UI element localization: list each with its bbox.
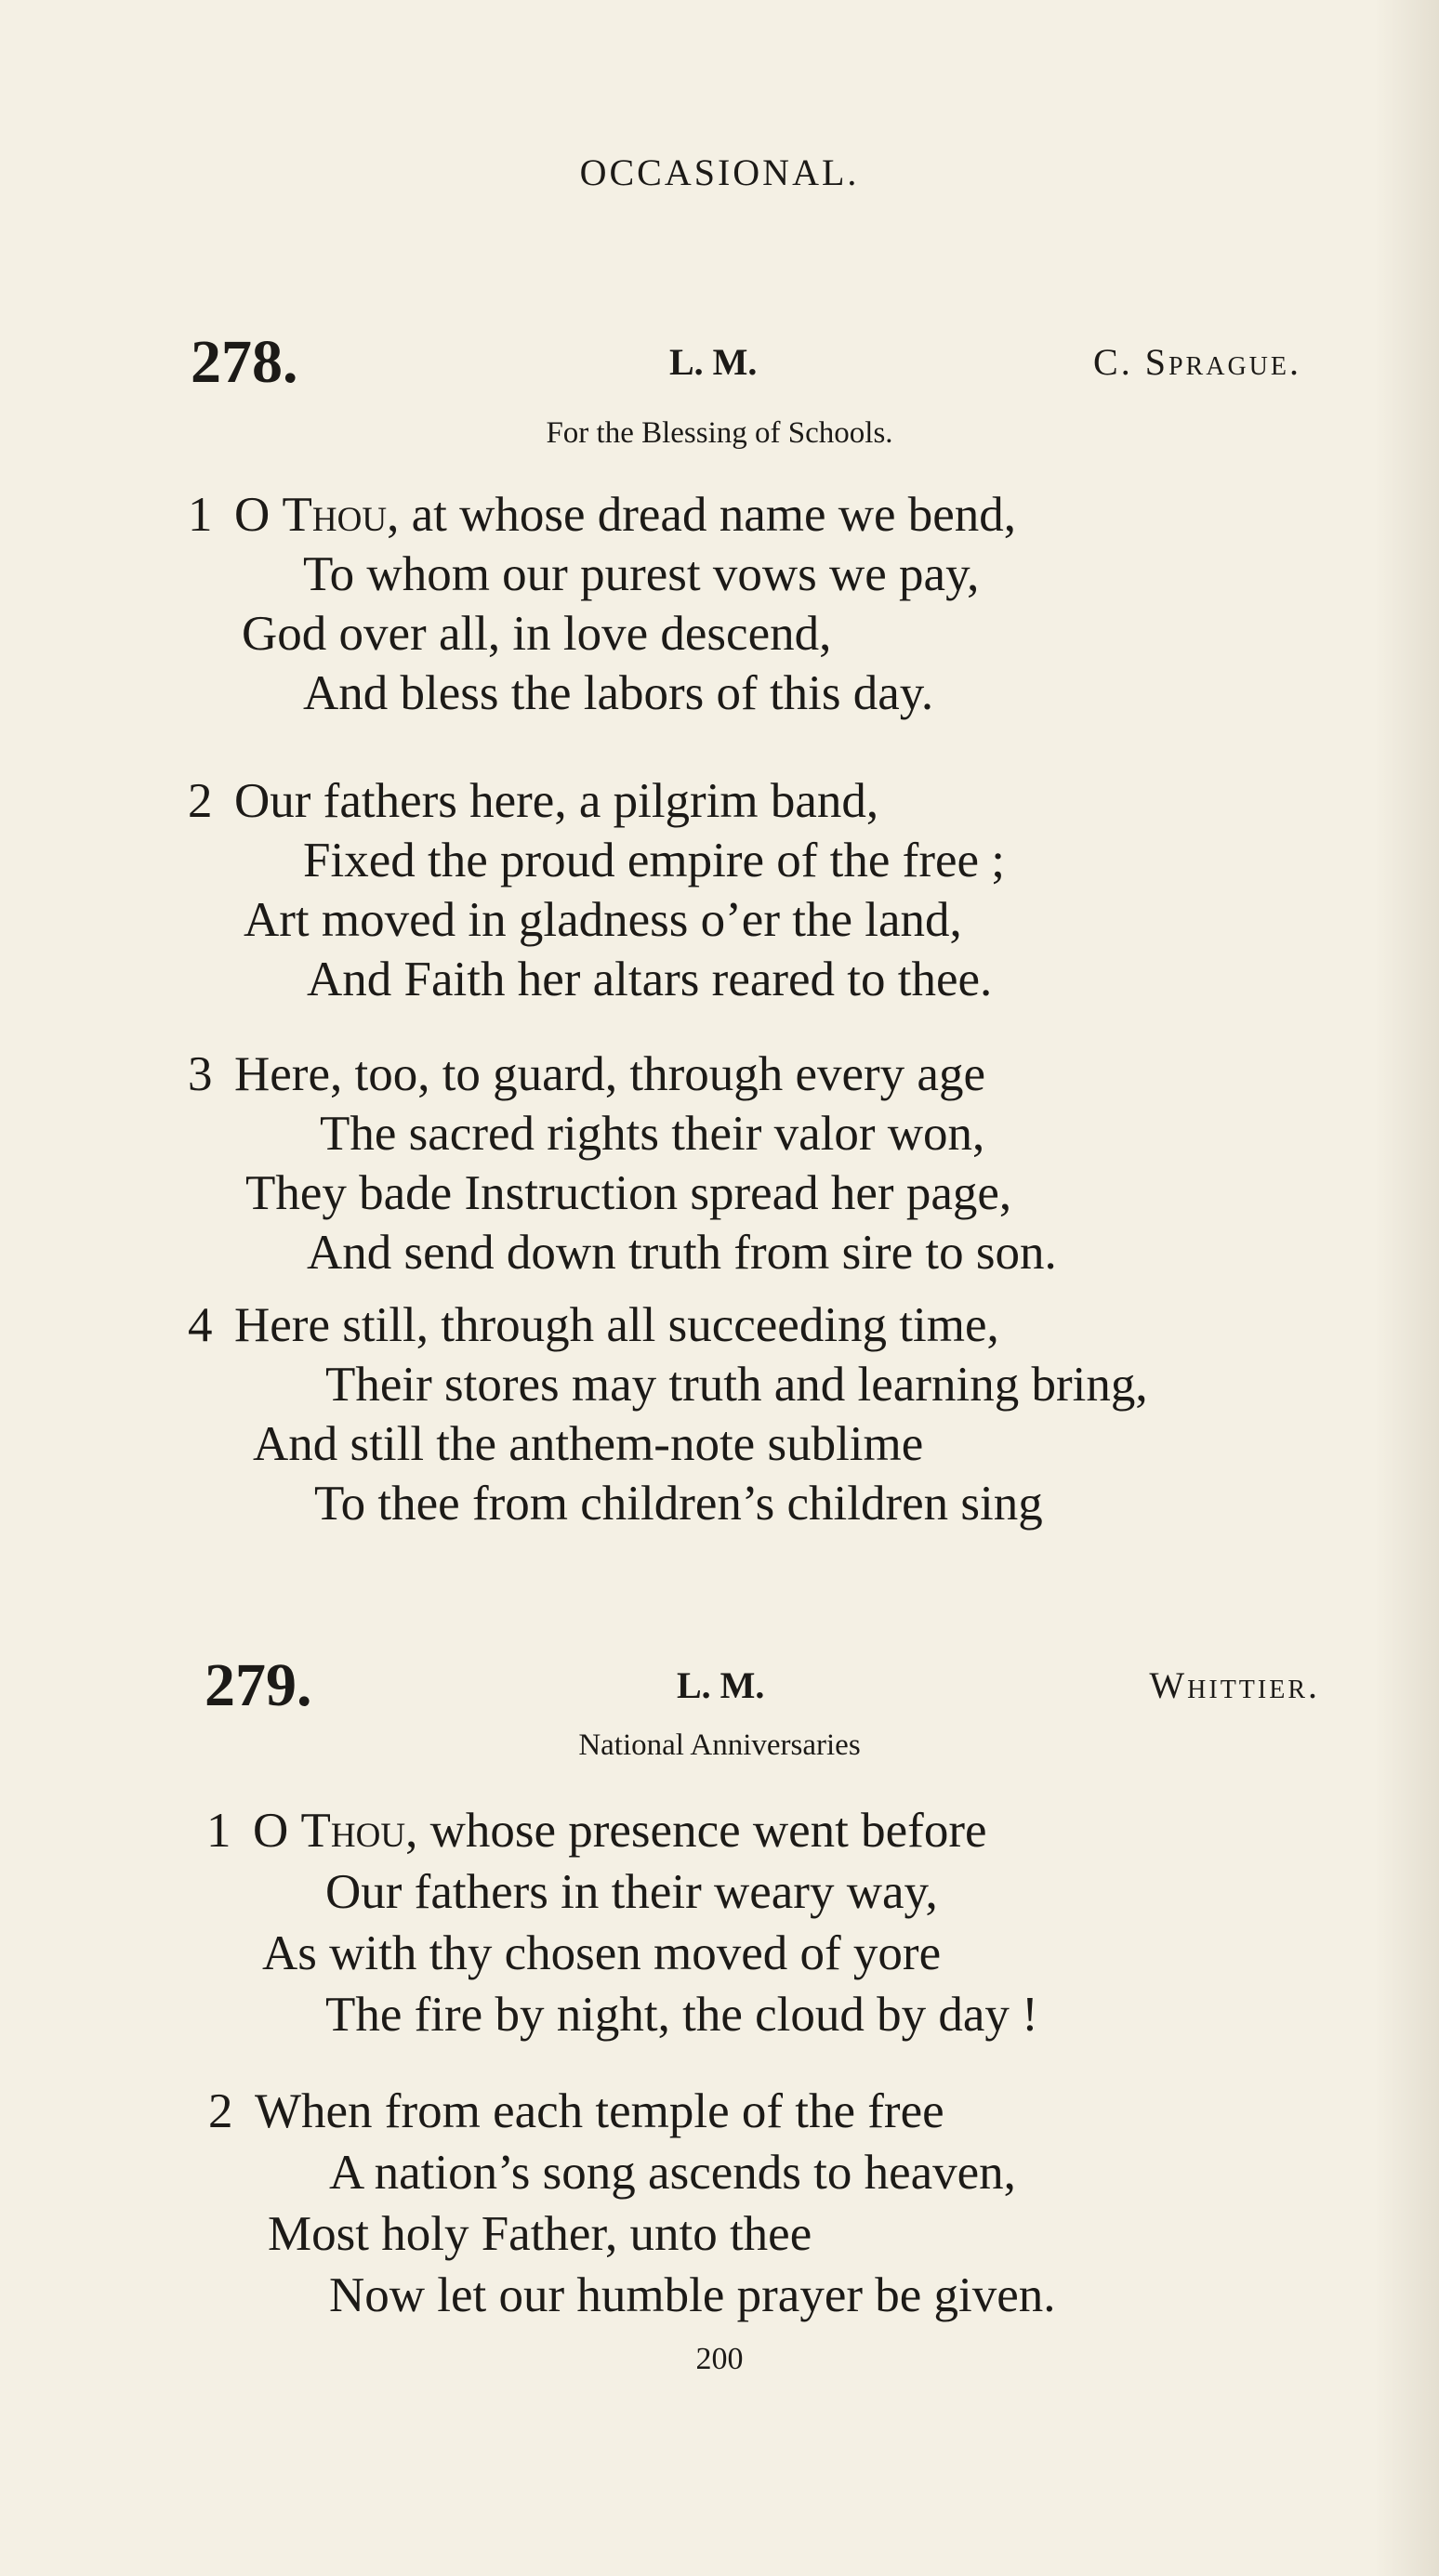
verse-text: When from each temple of the free: [255, 2084, 944, 2138]
verse-line: Art moved in gladness o’er the land,: [244, 893, 962, 947]
hymn-meter: L. M.: [677, 1664, 765, 1706]
verse-text: O: [234, 488, 283, 542]
verse-first-line: [206, 1801, 987, 1860]
verse-number: 4: [188, 1298, 213, 1352]
verse-text: , at whose dread name we bend,: [387, 488, 1017, 542]
verse-line: To whom our purest vows we pay,: [303, 547, 980, 601]
verse-line: And send down truth from sire to son.: [307, 1226, 1057, 1280]
page-number: 200: [695, 2342, 744, 2376]
verse-first-line: [208, 2082, 944, 2141]
verse-line: God over all, in love descend,: [242, 607, 832, 661]
hymn-subtitle: National Anniversaries: [578, 1728, 861, 1762]
hymn-subtitle: For the Blessing of Schools.: [546, 416, 893, 450]
verse-number: 2: [208, 2084, 233, 2138]
verse-line: And bless the labors of this day.: [303, 666, 934, 720]
verse-line: To thee from children’s children sing: [314, 1477, 1043, 1531]
verse-text: Here still, through all succeeding time,: [234, 1298, 999, 1352]
verse-line: And still the anthem-note sublime: [253, 1417, 924, 1471]
verse-line: Most holy Father, unto thee: [268, 2207, 812, 2261]
hymn-meter: L. M.: [669, 341, 758, 383]
verse-line: And Faith her altars reared to thee.: [307, 953, 993, 1006]
verse-number: 1: [188, 488, 213, 542]
verse-line: Our fathers in their weary way,: [325, 1865, 938, 1919]
hymn-number: 278.: [191, 328, 298, 396]
verse-line: A nation’s song ascends to heaven,: [329, 2146, 1016, 2200]
verse-line: Fixed the proud empire of the free ;: [303, 834, 1005, 887]
hymn-author: Whittier.: [1149, 1664, 1320, 1706]
hymn-279-header: [0, 1653, 1439, 1718]
verse-text: Here, too, to guard, through every age: [234, 1047, 985, 1101]
hymn-number: 279.: [205, 1651, 312, 1719]
verse-line: The fire by night, the cloud by day !: [325, 1988, 1038, 2042]
verse-number: 3: [188, 1047, 213, 1101]
verse-line: As with thy chosen moved of yore: [262, 1926, 942, 1980]
verse-line: The sacred rights their valor won,: [320, 1107, 985, 1161]
verse-first-line: [188, 1295, 999, 1355]
verse-first-line: [188, 1045, 985, 1104]
verse-text: Our fathers here, a pilgrim band,: [234, 774, 879, 828]
hymn-278-header: [0, 330, 1439, 395]
verse-line: Their stores may truth and learning bring,: [325, 1358, 1148, 1412]
verse-number: 1: [206, 1804, 231, 1858]
verse-text-smallcaps: Thou: [282, 488, 388, 542]
verse-text-smallcaps: Thou: [300, 1804, 406, 1858]
verse-first-line: [188, 485, 1016, 545]
verse-text: O: [253, 1804, 301, 1858]
verse-first-line: [188, 771, 878, 831]
hymn-author: C. Sprague.: [1093, 341, 1301, 383]
verse-line: They bade Instruction spread her page,: [245, 1166, 1012, 1220]
verse-text: , whose presence went before: [405, 1804, 987, 1858]
running-head: OCCASIONAL.: [579, 151, 860, 193]
verse-number: 2: [188, 774, 213, 828]
verse-line: Now let our humble prayer be given.: [329, 2268, 1056, 2322]
